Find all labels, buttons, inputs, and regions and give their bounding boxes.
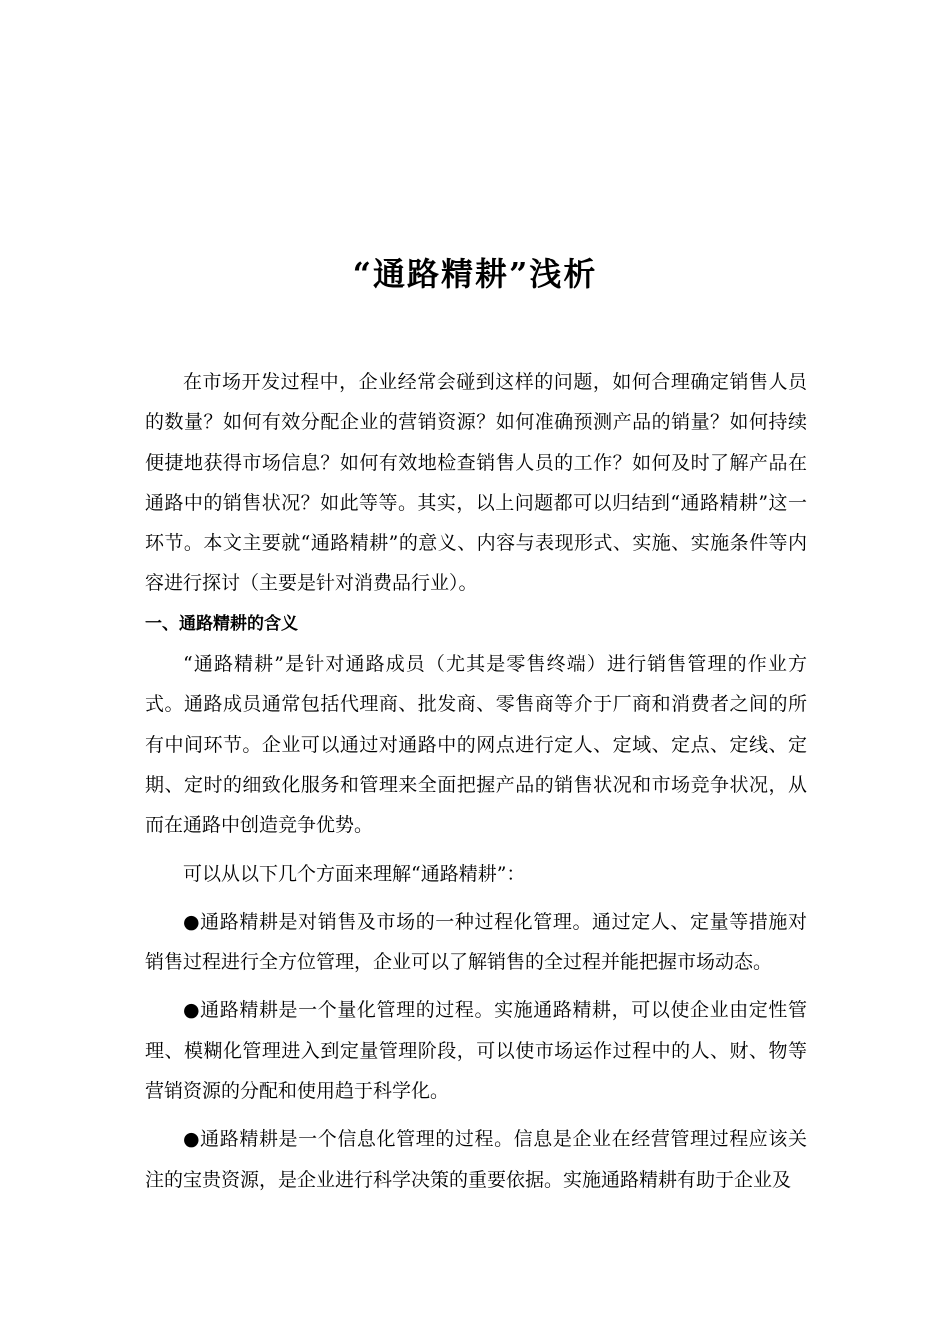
document-title: “通路精耕”浅析 xyxy=(352,255,598,293)
understanding-paragraph: 可以从以下几个方面来理解“通路精耕”： xyxy=(183,862,526,885)
bullet-paragraph: ●通路精耕是一个信息化管理的过程。信息是企业在经营管理过程应该关注的宝贵资源，是企业进行科学决策的重要依据。实施通路精耕有助于企业及 xyxy=(145,1128,807,1191)
bullet-paragraph: ●通路精耕是一个量化管理的过程。实施通路精耕，可以使企业由定性管理、模糊化管理进入到定量管理阶段，可以使市场运作过程中的人、财、物等营销资源的分配和使用趋于科学化。 xyxy=(145,999,807,1103)
bullet-paragraph: ●通路精耕是对销售及市场的一种过程化管理。通过定人、定量等措施对销售过程进行全方位管理，企业可以了解销售的全过程并能把握市场动态。 xyxy=(145,910,807,974)
section-heading: 一、通路精耕的含义 xyxy=(145,613,298,634)
document-body xyxy=(145,362,807,1200)
intro-paragraph: 在市场开发过程中，企业经常会碰到这样的问题，如何合理确定销售人员的数量？如何有效分配企业的营销资源？如何准确预测产品的销量？如何持续便捷地获得市场信息？如何有效地检查销售人员的工作？如何及时了解产品在通路中的销售状况？如此等等。其实，以上问题都可以归结到“通路精耕”这一环节。本文主要就“通路精耕”的意义、内容与表现形式、实施、实施条件等内容进行探讨（主要是针对消费品行业）。 xyxy=(145,371,807,595)
definition-paragraph: “通路精耕”是针对通路成员（尤其是零售终端）进行销售管理的作业方式。通路成员通常包括代理商、批发商、零售商等介于厂商和消费者之间的所有中间环节。企业可以通过对通路中的网点进行定人、定域、定点、定线、定期、定时的细致化服务和管理来全面把握产品的销售状况和市场竞争状况，从而在通路中创造竞争优势。 xyxy=(145,653,807,837)
